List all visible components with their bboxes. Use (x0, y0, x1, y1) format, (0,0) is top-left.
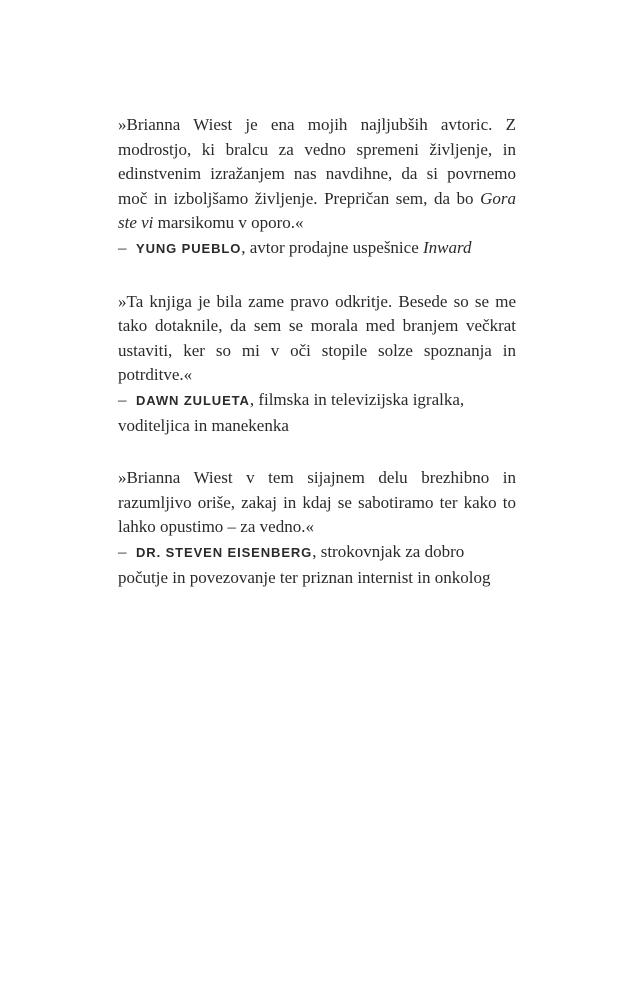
endorsement-attribution (118, 388, 516, 438)
book-title: Gora ste vi (118, 188, 516, 233)
dash: – (118, 541, 127, 561)
endorsement-1 (118, 113, 516, 262)
endorsement-3 (118, 466, 516, 590)
author-book-title: Inward (423, 237, 472, 257)
author-description: , avtor prodajne uspešnice (241, 237, 423, 257)
author-description: , filmska in televizijska igralka, voditeljica in manekenka (118, 389, 465, 435)
endorsements (118, 113, 516, 618)
endorsement-2 (118, 290, 516, 439)
dash: – (118, 389, 127, 409)
dash: – (118, 237, 127, 257)
endorsement-attribution (118, 540, 516, 590)
quote-text: »Brianna Wiest je ena mojih najljubših avtoric. Z modrostjo, ki bralcu za vedno spremeni življenje, in edinstvenim izražanjem nas navdihne, da si povrnemo moč in izboljšamo življenje. Prepričan sem, da bo (118, 115, 516, 208)
endorsement-attribution (118, 236, 516, 262)
author-name: DR. STEVEN EISENBERG (136, 544, 313, 560)
author-name: YUNG PUEBLO (136, 240, 242, 256)
endorsement-text: »Ta knjiga je bila zame pravo odkritje. Besede so se me tako dotaknile, da sem se morala med branjem večkrat ustaviti, ker so mi v oči stopile solze spoznanja in potrditve.« (118, 291, 516, 385)
author-name: DAWN ZULUETA (136, 392, 250, 408)
endorsement-text (118, 113, 516, 236)
quote-text-end: marsikomu v oporo.« (153, 213, 304, 233)
endorsement-text: »Brianna Wiest v tem sijajnem delu brezhibno in razumljivo oriše, zakaj in kdaj se sabotiramo ter kako to lahko opustimo – za vedno.« (118, 468, 516, 537)
author-description: , strokovnjak za dobro počutje in povezovanje ter priznan internist in onkolog (118, 541, 491, 587)
